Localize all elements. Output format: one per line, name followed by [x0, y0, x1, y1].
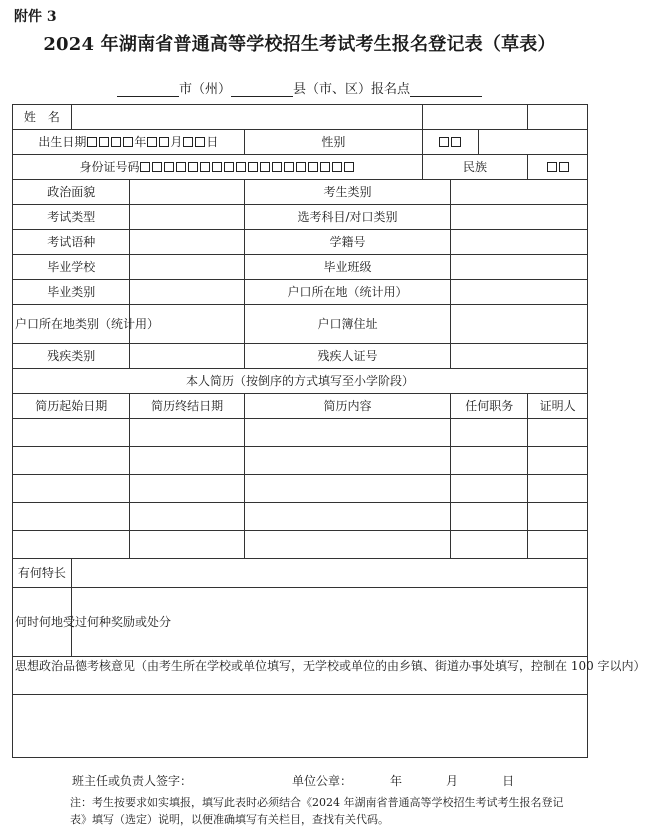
resume-end-header: 简历终结日期	[130, 394, 244, 419]
resume-content-input[interactable]	[244, 475, 450, 503]
disability-cert-label: 残疾人证号	[244, 344, 450, 369]
resume-start-input[interactable]	[13, 531, 130, 559]
gender-extra-cell[interactable]	[478, 130, 587, 155]
graduation-school-input[interactable]	[130, 255, 244, 280]
resume-position-input[interactable]	[451, 447, 528, 475]
ethnicity-code-cell	[528, 155, 588, 180]
digit-box[interactable]	[296, 162, 306, 172]
digit-box[interactable]	[99, 137, 109, 147]
household-category-label: 户口所在地类别（统计用）	[13, 305, 130, 344]
county-blank[interactable]	[231, 84, 293, 97]
review-input[interactable]	[13, 695, 588, 758]
gender-label: 性别	[244, 130, 422, 155]
name-label: 姓 名	[13, 105, 72, 130]
review-label: 思想政治品德考核意见（由考生所在学校或单位填写，无学校或单位的由乡镇、街道办事处填写，控制在 100 字以内）	[13, 657, 588, 695]
digit-box[interactable]	[159, 137, 169, 147]
form-title: 2024 年湖南省普通高等学校招生考试考生报名登记表（草表）	[43, 34, 556, 55]
signature-line	[72, 772, 514, 789]
graduation-category-label: 毕业类别	[13, 280, 130, 305]
political-status-input[interactable]	[130, 180, 244, 205]
awards-label: 何时何地受过何种奖励或处分	[13, 588, 72, 657]
student-id-label: 学籍号	[244, 230, 450, 255]
resume-start-input[interactable]	[13, 419, 130, 447]
exam-language-label: 考试语种	[13, 230, 130, 255]
digit-box[interactable]	[188, 162, 198, 172]
resume-witness-input[interactable]	[528, 475, 588, 503]
student-id-input[interactable]	[451, 230, 588, 255]
code-box[interactable]	[439, 137, 449, 147]
digit-box[interactable]	[320, 162, 330, 172]
county-label: 县（市、区）报名点	[293, 82, 411, 97]
digit-box[interactable]	[200, 162, 210, 172]
resume-witness-input[interactable]	[528, 503, 588, 531]
resume-content-input[interactable]	[244, 503, 450, 531]
resume-content-input[interactable]	[244, 447, 450, 475]
household-location-input[interactable]	[451, 280, 588, 305]
digit-box[interactable]	[140, 162, 150, 172]
digit-box[interactable]	[147, 137, 157, 147]
ethnicity-label: 民族	[422, 155, 527, 180]
exam-language-input[interactable]	[130, 230, 244, 255]
digit-box[interactable]	[236, 162, 246, 172]
resume-end-input[interactable]	[130, 419, 244, 447]
resume-start-input[interactable]	[13, 503, 130, 531]
resume-content-input[interactable]	[244, 419, 450, 447]
elective-subjects-label: 选考科目/对口类别	[244, 205, 450, 230]
location-line	[0, 78, 599, 97]
digit-box[interactable]	[332, 162, 342, 172]
city-blank[interactable]	[117, 84, 179, 97]
table-row	[13, 531, 588, 559]
city-label: 市（州）	[178, 82, 231, 97]
registration-table	[12, 104, 646, 758]
resume-start-input[interactable]	[13, 447, 130, 475]
digit-box[interactable]	[123, 137, 133, 147]
resume-end-input[interactable]	[130, 447, 244, 475]
name-input[interactable]	[71, 105, 422, 130]
resume-start-input[interactable]	[13, 475, 130, 503]
code-box[interactable]	[451, 137, 461, 147]
digit-box[interactable]	[284, 162, 294, 172]
id-number-label: 身份证号码	[79, 160, 140, 174]
table-row	[13, 503, 588, 531]
resume-position-input[interactable]	[451, 503, 528, 531]
specialty-input[interactable]	[71, 559, 587, 588]
resume-position-header: 任何职务	[451, 394, 528, 419]
photo-cell[interactable]	[528, 105, 588, 130]
code-box[interactable]	[559, 162, 569, 172]
sig-month-label: 月	[446, 774, 459, 788]
resume-content-input[interactable]	[244, 531, 450, 559]
digit-box[interactable]	[111, 137, 121, 147]
household-location-label: 户口所在地（统计用）	[244, 280, 450, 305]
footnote: 注：考生按要求如实填报，填写此表时必须结合《2024 年湖南省普通高等学校招生考试考生报名登记表》填写（选定）说明，以便准确填写有关栏目，查找有关代码。	[70, 796, 564, 826]
resume-position-input[interactable]	[451, 419, 528, 447]
digit-box[interactable]	[344, 162, 354, 172]
graduation-category-input[interactable]	[130, 280, 244, 305]
resume-start-header: 简历起始日期	[13, 394, 130, 419]
household-address-label: 户口簿住址	[244, 305, 450, 344]
gender-code-cell	[422, 130, 478, 155]
day-label: 日	[206, 135, 219, 149]
graduation-class-label: 毕业班级	[244, 255, 450, 280]
id-number-cell	[13, 155, 423, 180]
political-status-label: 政治面貌	[13, 180, 130, 205]
sig-year-label: 年	[390, 774, 403, 788]
digit-box[interactable]	[260, 162, 270, 172]
birth-date-label: 出生日期	[38, 135, 87, 149]
digit-box[interactable]	[248, 162, 258, 172]
table-row	[13, 419, 588, 447]
resume-content-header: 简历内容	[244, 394, 450, 419]
table-row	[13, 447, 588, 475]
digit-box[interactable]	[176, 162, 186, 172]
disability-category-input[interactable]	[130, 344, 244, 369]
graduation-class-input[interactable]	[451, 255, 588, 280]
code-box[interactable]	[547, 162, 557, 172]
site-blank[interactable]	[410, 84, 482, 97]
table-row	[13, 475, 588, 503]
sig-day-label: 日	[502, 774, 515, 788]
digit-box[interactable]	[272, 162, 282, 172]
resume-position-input[interactable]	[451, 475, 528, 503]
digit-box[interactable]	[224, 162, 234, 172]
resume-end-input[interactable]	[130, 475, 244, 503]
disability-cert-input[interactable]	[451, 344, 588, 369]
resume-end-input[interactable]	[130, 503, 244, 531]
resume-witness-input[interactable]	[528, 419, 588, 447]
candidate-category-label: 考生类别	[244, 180, 450, 205]
resume-witness-header: 证明人	[528, 394, 588, 419]
household-address-input[interactable]	[451, 305, 588, 344]
disability-category-label: 残疾类别	[13, 344, 130, 369]
exam-type-input[interactable]	[130, 205, 244, 230]
resume-witness-input[interactable]	[528, 531, 588, 559]
resume-end-input[interactable]	[130, 531, 244, 559]
teacher-signature-label: 班主任或负责人签字：	[72, 774, 193, 788]
digit-box[interactable]	[152, 162, 162, 172]
name-extra-cell[interactable]	[422, 105, 527, 130]
digit-box[interactable]	[308, 162, 318, 172]
digit-box[interactable]	[195, 137, 205, 147]
resume-title: 本人简历（按倒序的方式填写至小学阶段）	[13, 369, 588, 394]
graduation-school-label: 毕业学校	[13, 255, 130, 280]
digit-box[interactable]	[164, 162, 174, 172]
birth-date-cell	[13, 130, 245, 155]
seal-label: 单位公章：	[292, 774, 353, 788]
specialty-label: 有何特长	[13, 559, 72, 588]
elective-subjects-input[interactable]	[451, 205, 588, 230]
digit-box[interactable]	[87, 137, 97, 147]
attachment-label: 附件 3	[14, 9, 57, 25]
digit-box[interactable]	[183, 137, 193, 147]
resume-witness-input[interactable]	[528, 447, 588, 475]
month-label: 月	[170, 135, 183, 149]
exam-type-label: 考试类型	[13, 205, 130, 230]
year-label: 年	[134, 135, 147, 149]
candidate-category-input[interactable]	[451, 180, 588, 205]
resume-position-input[interactable]	[451, 531, 528, 559]
digit-box[interactable]	[212, 162, 222, 172]
